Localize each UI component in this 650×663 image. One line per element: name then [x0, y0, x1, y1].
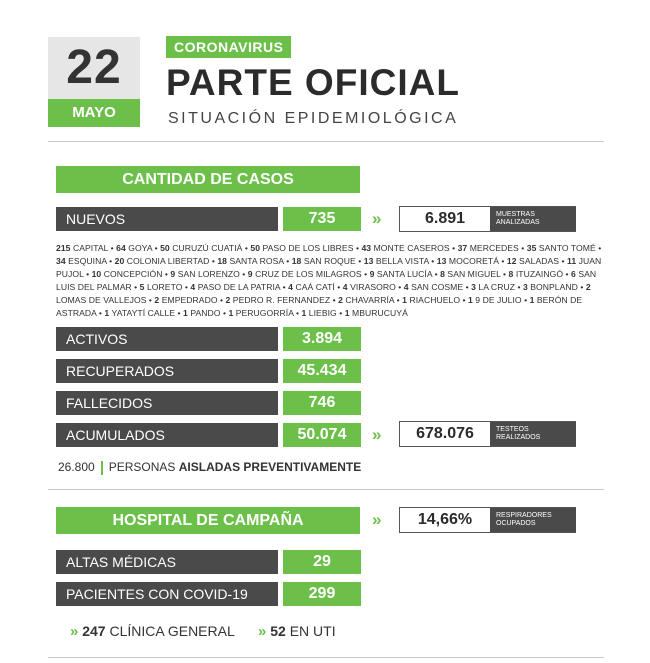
departamento-item	[115, 256, 210, 266]
bullet-separator: •	[220, 308, 229, 318]
departamento-name: SANTA ROSA	[229, 256, 284, 266]
departamento-name: LIEBIG	[308, 308, 337, 318]
departamento-name: JUAN PUJOL	[56, 256, 602, 279]
bullet-separator: •	[152, 243, 161, 253]
departamento-name: LA CRUZ	[478, 282, 516, 292]
clinica-label: CLÍNICA GENERAL	[109, 623, 235, 639]
aislados-text-2: AISLADAS PREVENTIVAMENTE	[178, 460, 362, 474]
departamento-name: CURUZÚ CUATIÁ	[172, 243, 243, 253]
respiradores-label-line-2: OCUPADOS	[496, 520, 536, 527]
departamento-item	[250, 243, 353, 253]
stat-label: ACUMULADOS	[56, 423, 278, 447]
departamento-name: MBURUCUYÁ	[352, 308, 408, 318]
bullet-separator: •	[463, 282, 472, 292]
departamento-name: PANDO	[190, 308, 221, 318]
departamento-item	[402, 295, 460, 305]
departamento-name: BERÓN DE ASTRADA	[56, 295, 583, 318]
departamento-count: 2	[585, 282, 591, 292]
departamento-count: 215	[56, 243, 71, 253]
bullet-separator: •	[217, 295, 226, 305]
date-day: 22	[48, 37, 140, 99]
bullet-separator: •	[460, 295, 468, 305]
departamento-item	[437, 256, 499, 266]
divider	[48, 141, 604, 142]
departamento-name: PERUGORRÍA	[235, 308, 294, 318]
bullet-separator: •	[518, 243, 527, 253]
stat-value: 45.434	[283, 359, 361, 383]
departamento-count: 9	[369, 269, 375, 279]
bullet-separator: •	[336, 308, 345, 318]
departamento-count: 1	[104, 308, 110, 318]
departamento-count: 20	[114, 256, 125, 266]
bullet-separator: •	[283, 256, 292, 266]
departamento-item	[509, 269, 564, 279]
bullet-separator: •	[83, 269, 92, 279]
departamento-count: 4	[190, 282, 196, 292]
departamento-count: 1	[529, 295, 535, 305]
departamento-name: SALADAS	[519, 256, 560, 266]
bullet-separator: •	[242, 243, 251, 253]
aislados-line	[58, 459, 361, 475]
divider	[48, 489, 604, 490]
chevron-right-icon: »	[372, 425, 382, 444]
stat-label: FALLECIDOS	[56, 391, 278, 415]
departamento-item	[226, 295, 331, 305]
stat-value: 3.894	[283, 327, 361, 351]
departamento-count: 13	[363, 256, 374, 266]
respiradores-label-line-1: RESPIRADORES	[496, 512, 552, 519]
page-title: PARTE OFICIAL	[166, 62, 460, 103]
departamento-item	[92, 269, 163, 279]
departamento-name: EMPEDRADO	[161, 295, 218, 305]
bullet-separator: •	[239, 269, 248, 279]
departamento-count: 4	[288, 282, 293, 292]
bullet-separator: •	[559, 256, 567, 266]
departamento-count: 50	[160, 243, 170, 253]
departamento-name: RIACHUELO	[409, 295, 461, 305]
departamento-item	[361, 243, 449, 253]
bullet-separator: •	[428, 256, 437, 266]
nuevos-label: NUEVOS	[56, 207, 278, 231]
departamento-item	[523, 282, 578, 292]
departamento-count: 13	[436, 256, 447, 266]
departamento-count: 6	[571, 269, 576, 279]
bullet-separator: •	[131, 282, 140, 292]
departamento-count: 3	[522, 282, 528, 292]
departamento-item	[154, 295, 217, 305]
bullet-separator: •	[498, 256, 507, 266]
departamento-count: 8	[440, 269, 445, 279]
bullet-separator: •	[361, 269, 370, 279]
departamento-name: VIRASORO	[350, 282, 396, 292]
departamento-count: 4	[403, 282, 409, 292]
stat-label: ALTAS MÉDICAS	[56, 550, 278, 574]
departamento-item	[288, 282, 335, 292]
departamento-count: 10	[91, 269, 102, 279]
departamento-item	[364, 256, 429, 266]
testeos-value: 678.076	[416, 425, 474, 442]
departamento-item	[507, 256, 559, 266]
departamento-item	[104, 308, 175, 318]
departamento-name: SAN MIGUEL	[447, 269, 501, 279]
departamento-name: SANTA LUCÍA	[376, 269, 433, 279]
uti	[258, 620, 336, 644]
chevron-right-icon: »	[372, 510, 382, 529]
bullet-separator: •	[146, 295, 155, 305]
departamento-name: SAN LORENZO	[177, 269, 240, 279]
stat-label: ACTIVOS	[56, 327, 278, 351]
bullet-separator: •	[500, 269, 509, 279]
date-month: MAYO	[48, 99, 140, 127]
departamento-name: BELLA VISTA	[375, 256, 429, 266]
departamento-name: PEDRO R. FERNANDEZ	[232, 295, 331, 305]
departamento-count: 9	[247, 269, 253, 279]
divider	[48, 657, 604, 658]
departamento-count: 18	[291, 256, 302, 266]
departamento-item	[140, 282, 183, 292]
muestras-label-line-1: MUESTRAS	[496, 211, 535, 218]
departamento-count: 1	[301, 308, 307, 318]
stat-value: 299	[283, 582, 361, 606]
departamento-count: 2	[154, 295, 160, 305]
clinica-value: 247	[82, 623, 106, 639]
departamento-item	[160, 243, 242, 253]
departamento-name: LORETO	[146, 282, 183, 292]
bullet-separator: •	[209, 256, 218, 266]
uti-label: EN UTI	[289, 623, 336, 639]
departamento-name: CAÁ CATÍ	[295, 282, 335, 292]
departamento-item	[56, 256, 107, 266]
departamento-item	[228, 308, 293, 318]
bullet-separator: •	[432, 269, 441, 279]
departamento-name: MOCORETÁ	[448, 256, 499, 266]
departamento-count: 11	[566, 256, 577, 266]
bullet-separator: •	[293, 308, 302, 318]
departamento-item	[440, 269, 500, 279]
departamento-name: CAPITAL	[72, 243, 109, 253]
casos-heading: CANTIDAD DE CASOS	[56, 166, 360, 193]
bullet-separator: •	[515, 282, 523, 292]
bullet-separator: •	[521, 295, 530, 305]
bullet-separator: •	[394, 295, 403, 305]
departamento-count: 1	[183, 308, 188, 318]
departamento-count: 2	[225, 295, 231, 305]
departamento-name: CRUZ DE LOS MILAGROS	[255, 269, 362, 279]
departamento-count: 34	[56, 256, 66, 266]
departamento-count: 3	[471, 282, 476, 292]
departamento-name: CONCEPCIÓN	[103, 269, 163, 279]
stat-value: 50.074	[283, 423, 361, 447]
chevron-right-icon: »	[372, 209, 382, 228]
bullet-separator: •	[106, 256, 115, 266]
bullet-separator: •	[96, 308, 105, 318]
chevron-right-icon: »	[70, 623, 79, 640]
departamento-item	[338, 295, 394, 305]
muestras-label	[490, 207, 576, 231]
departamento-name: SAN ROQUE	[303, 256, 356, 266]
stat-label: PACIENTES CON COVID-19	[56, 582, 278, 606]
departamento-name: LOMAS DE VALLEJOS	[56, 295, 147, 305]
nuevos-value: 735	[283, 207, 361, 231]
departamento-count: 18	[217, 256, 227, 266]
bullet-separator: •	[577, 282, 586, 292]
departamento-item	[183, 308, 220, 318]
muestras-box	[399, 206, 576, 232]
date-badge	[48, 37, 140, 127]
respiradores-label	[490, 508, 576, 532]
departamento-name: CHAVARRÍA	[345, 295, 395, 305]
aislados-text-1: PERSONAS	[108, 460, 176, 474]
departamento-count: 2	[338, 295, 343, 305]
departamento-name: MONTE CASEROS	[373, 243, 450, 253]
departamento-item	[292, 256, 356, 266]
departamento-item	[248, 269, 362, 279]
departamento-count: 1	[344, 308, 350, 318]
stat-value: 746	[283, 391, 361, 415]
bullet-separator: •	[563, 269, 572, 279]
bullet-separator: •	[280, 282, 289, 292]
departamento-item	[404, 282, 463, 292]
chevron-right-icon: »	[258, 623, 267, 640]
departamento-item	[116, 243, 152, 253]
clinica-general	[70, 620, 235, 644]
respiradores-box	[399, 507, 576, 533]
departamento-count: 12	[506, 256, 517, 266]
departamento-name: SAN LUIS DEL PALMAR	[56, 269, 597, 292]
aislados-divider	[101, 461, 103, 475]
muestras-label-line-2: ANALIZADAS	[496, 219, 540, 226]
departamento-count: 4	[342, 282, 348, 292]
aislados-value: 26.800	[58, 460, 95, 474]
departamento-name: SANTO TOMÉ	[538, 243, 596, 253]
departamento-count: 9	[170, 269, 176, 279]
bullet-separator: •	[108, 243, 117, 253]
departamento-item	[468, 295, 522, 305]
bullet-separator: •	[595, 243, 602, 253]
stat-label: RECUPERADOS	[56, 359, 278, 383]
bullet-separator: •	[334, 282, 343, 292]
departamento-count: 1	[468, 295, 473, 305]
departamento-count: 50	[250, 243, 261, 253]
bullet-separator: •	[395, 282, 404, 292]
departamento-name: GOYA	[128, 243, 153, 253]
departamento-item	[343, 282, 396, 292]
departamento-name: ITUZAINGÓ	[515, 269, 564, 279]
bullet-separator: •	[162, 269, 171, 279]
testeos-label-line-2: REALIZADOS	[496, 434, 541, 441]
departamento-item	[56, 243, 108, 253]
bullet-separator: •	[175, 308, 184, 318]
departamento-name: MERCEDES	[469, 243, 519, 253]
departamento-count: 8	[508, 269, 514, 279]
departamento-count: 5	[139, 282, 145, 292]
departamento-name: COLONIA LIBERTAD	[126, 256, 210, 266]
stat-value: 29	[283, 550, 361, 574]
bullet-separator: •	[449, 243, 458, 253]
departamento-count: 43	[361, 243, 372, 253]
departamento-count: 1	[228, 308, 234, 318]
page-subtitle: SITUACIÓN EPIDEMIOLÓGICA	[168, 110, 459, 127]
departamento-item	[170, 269, 239, 279]
departamento-name: BONPLAND	[530, 282, 578, 292]
testeos-label-line-1: TESTEOS	[496, 426, 529, 433]
uti-value: 52	[270, 623, 286, 639]
bullet-separator: •	[353, 243, 362, 253]
departamentos-list	[56, 242, 612, 320]
testeos-label	[490, 422, 576, 446]
departamento-name: PASO DE LOS LIBRES	[262, 243, 354, 253]
bullet-separator: •	[330, 295, 339, 305]
hospital-heading: HOSPITAL DE CAMPAÑA	[56, 507, 360, 534]
departamento-name: PASO DE LA PATRIA	[197, 282, 281, 292]
departamento-name: 9 DE JULIO	[475, 295, 522, 305]
departamento-name: ESQUINA	[68, 256, 107, 266]
departamento-count: 37	[457, 243, 468, 253]
departamento-name: SAN COSME	[411, 282, 464, 292]
departamento-count: 35	[526, 243, 537, 253]
bullet-separator: •	[182, 282, 191, 292]
departamento-item	[217, 256, 283, 266]
muestras-value: 6.891	[424, 210, 466, 227]
bullet-separator: •	[355, 256, 364, 266]
departamento-item	[471, 282, 515, 292]
departamento-count: 64	[116, 243, 126, 253]
departamento-item	[301, 308, 336, 318]
respiradores-value: 14,66%	[417, 511, 473, 528]
testeos-box	[399, 421, 576, 447]
departamento-name: YATAYTÍ CALLE	[111, 308, 176, 318]
coronavirus-tag: CORONAVIRUS	[166, 36, 291, 58]
departamento-item	[370, 269, 433, 279]
departamento-item	[345, 308, 408, 318]
departamento-count: 1	[402, 295, 408, 305]
departamento-item	[527, 243, 596, 253]
departamento-item	[190, 282, 280, 292]
departamento-item	[458, 243, 519, 253]
